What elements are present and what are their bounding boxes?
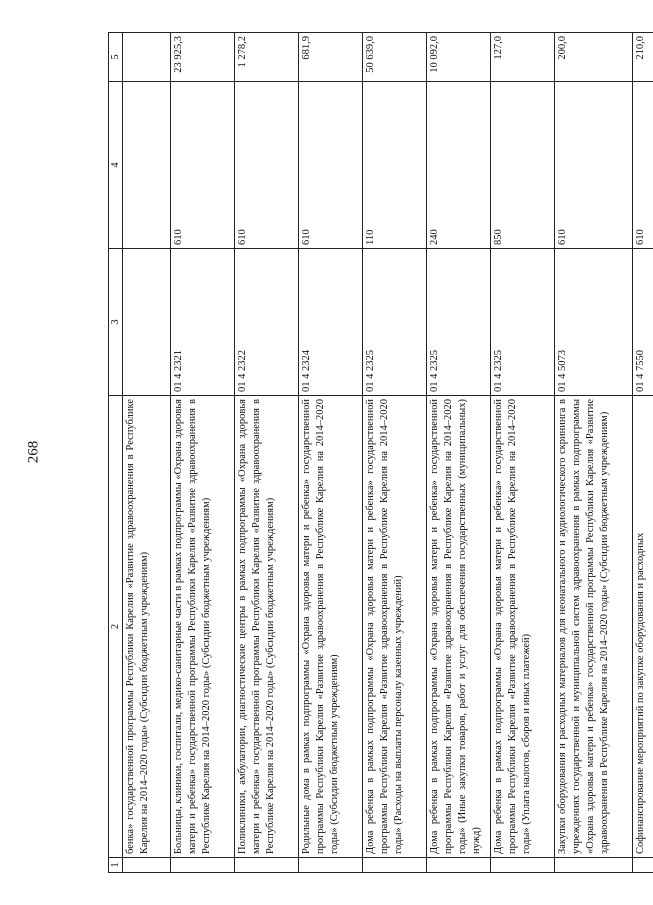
row-sum: 10 092,0 xyxy=(427,33,491,82)
row-name: Дома ребенка в рамках подпрограммы «Охрана здоровья матери и ребенка» государственной программы Республики Карелия «Развитие здравоохранения в Республике Карелия на 2014–2020 годы» (Иные закупки товаров, работ и услуг для обеспечения государственных (муниципальных) нужд) xyxy=(427,396,491,858)
row-vr: 610 xyxy=(555,82,633,249)
row-blank-cell xyxy=(299,858,363,873)
row-sum xyxy=(123,33,171,82)
row-code: 01 4 2325 xyxy=(491,249,555,396)
row-blank-cell xyxy=(633,858,653,873)
row-vr: 850 xyxy=(491,82,555,249)
budget-table xyxy=(108,32,653,873)
row-sum: 1 278,2 xyxy=(235,33,299,82)
row-code: 01 4 2324 xyxy=(299,249,363,396)
row-sum: 681,9 xyxy=(299,33,363,82)
row-name: Закупки оборудования и расходных материалов для неонатального и аудиологического скрининга в учреждениях государственной и муниципальной систем здравоохранения в рамках подпрограммы «Охрана здоровья матери и ребенка» государственной программы Республики Карелия «Развитие здравоохранения в Республике Карелия на 2014–2020 годы» (Субсидии бюджетным учреждениям) xyxy=(555,396,633,858)
header-col-2: 2 xyxy=(109,396,123,858)
row-name: Дома ребенка в рамках подпрограммы «Охрана здоровья матери и ребенка» государственной программы Республики Карелия «Развитие здравоохранения в Республике Карелия на 2014–2020 годы» (Расходы на выплаты персоналу казенных учреждений) xyxy=(363,396,427,858)
row-vr: 610 xyxy=(299,82,363,249)
row-sum: 127,0 xyxy=(491,33,555,82)
table-row xyxy=(633,33,653,873)
table-row xyxy=(171,33,235,873)
budget-table-rotated xyxy=(108,32,646,873)
header-col-1: 1 xyxy=(109,858,123,873)
row-blank-cell xyxy=(235,858,299,873)
row-code: 01 4 2325 xyxy=(363,249,427,396)
row-vr: 610 xyxy=(633,82,653,249)
table-row xyxy=(235,33,299,873)
row-blank-cell xyxy=(491,858,555,873)
row-code: 01 4 5073 xyxy=(555,249,633,396)
row-code: 01 4 7550 xyxy=(633,249,653,396)
row-sum: 200,0 xyxy=(555,33,633,82)
row-blank-cell xyxy=(171,858,235,873)
row-code: 01 4 2322 xyxy=(235,249,299,396)
row-blank-cell xyxy=(363,858,427,873)
table-row xyxy=(555,33,633,873)
row-sum: 210,0 xyxy=(633,33,653,82)
row-name: бенка» государственной программы Республики Карелия «Развитие здравоохранения в Республике Карелия на 2014–2020 годы» (Субсидии бюджетным учреждениям) xyxy=(123,396,171,858)
row-code: 01 4 2321 xyxy=(171,249,235,396)
table-row xyxy=(363,33,427,873)
header-col-3: 3 xyxy=(109,249,123,396)
row-blank-cell xyxy=(123,858,171,873)
row-vr: 610 xyxy=(235,82,299,249)
row-sum: 23 925,3 xyxy=(171,33,235,82)
row-vr: 240 xyxy=(427,82,491,249)
table-header-row xyxy=(109,33,123,873)
header-col-5: 5 xyxy=(109,33,123,82)
row-name: Родильные дома в рамках подпрограммы «Охрана здоровья матери и ребенка» государственной программы Республики Карелия «Развитие здравоохранения в Республике Карелия на 2014–2020 годы» (Субсидии бюджетным учреждениям) xyxy=(299,396,363,858)
header-col-4: 4 xyxy=(109,82,123,249)
page-number: 268 xyxy=(25,440,42,464)
row-blank-cell xyxy=(555,858,633,873)
row-name: Дома ребенка в рамках подпрограммы «Охрана здоровья матери и ребенка» государственной программы Республики Карелия «Развитие здравоохранения в Республике Карелия на 2014–2020 годы» (Уплата налогов, сборов и иных платежей) xyxy=(491,396,555,858)
row-code: 01 4 2325 xyxy=(427,249,491,396)
table-row xyxy=(123,33,171,873)
table-row xyxy=(299,33,363,873)
row-vr: 610 xyxy=(171,82,235,249)
row-name: Софинансирование мероприятий по закупке оборудования и расходных xyxy=(633,396,653,858)
row-code xyxy=(123,249,171,396)
row-sum: 50 639,0 xyxy=(363,33,427,82)
row-vr xyxy=(123,82,171,249)
row-vr: 110 xyxy=(363,82,427,249)
row-blank-cell xyxy=(427,858,491,873)
row-name: Больницы, клиники, госпитали, медико-санитарные части в рамках подпрограммы «Охрана здоровья матери и ребенка» государственной программы Республики Карелия «Развитие здравоохранения в Республике Карелия на 2014–2020 годы» (Субсидии бюджетным учреждениям) xyxy=(171,396,235,858)
table-row xyxy=(491,33,555,873)
table-row xyxy=(427,33,491,873)
row-name: Поликлиники, амбулатории, диагностические центры в рамках подпрограммы «Охрана здоровья матери и ребенка» государственной программы Республики Карелия «Развитие здравоохранения в Республике Карелия на 2014–2020 годы» (Субсидии бюджетным учреждениям) xyxy=(235,396,299,858)
